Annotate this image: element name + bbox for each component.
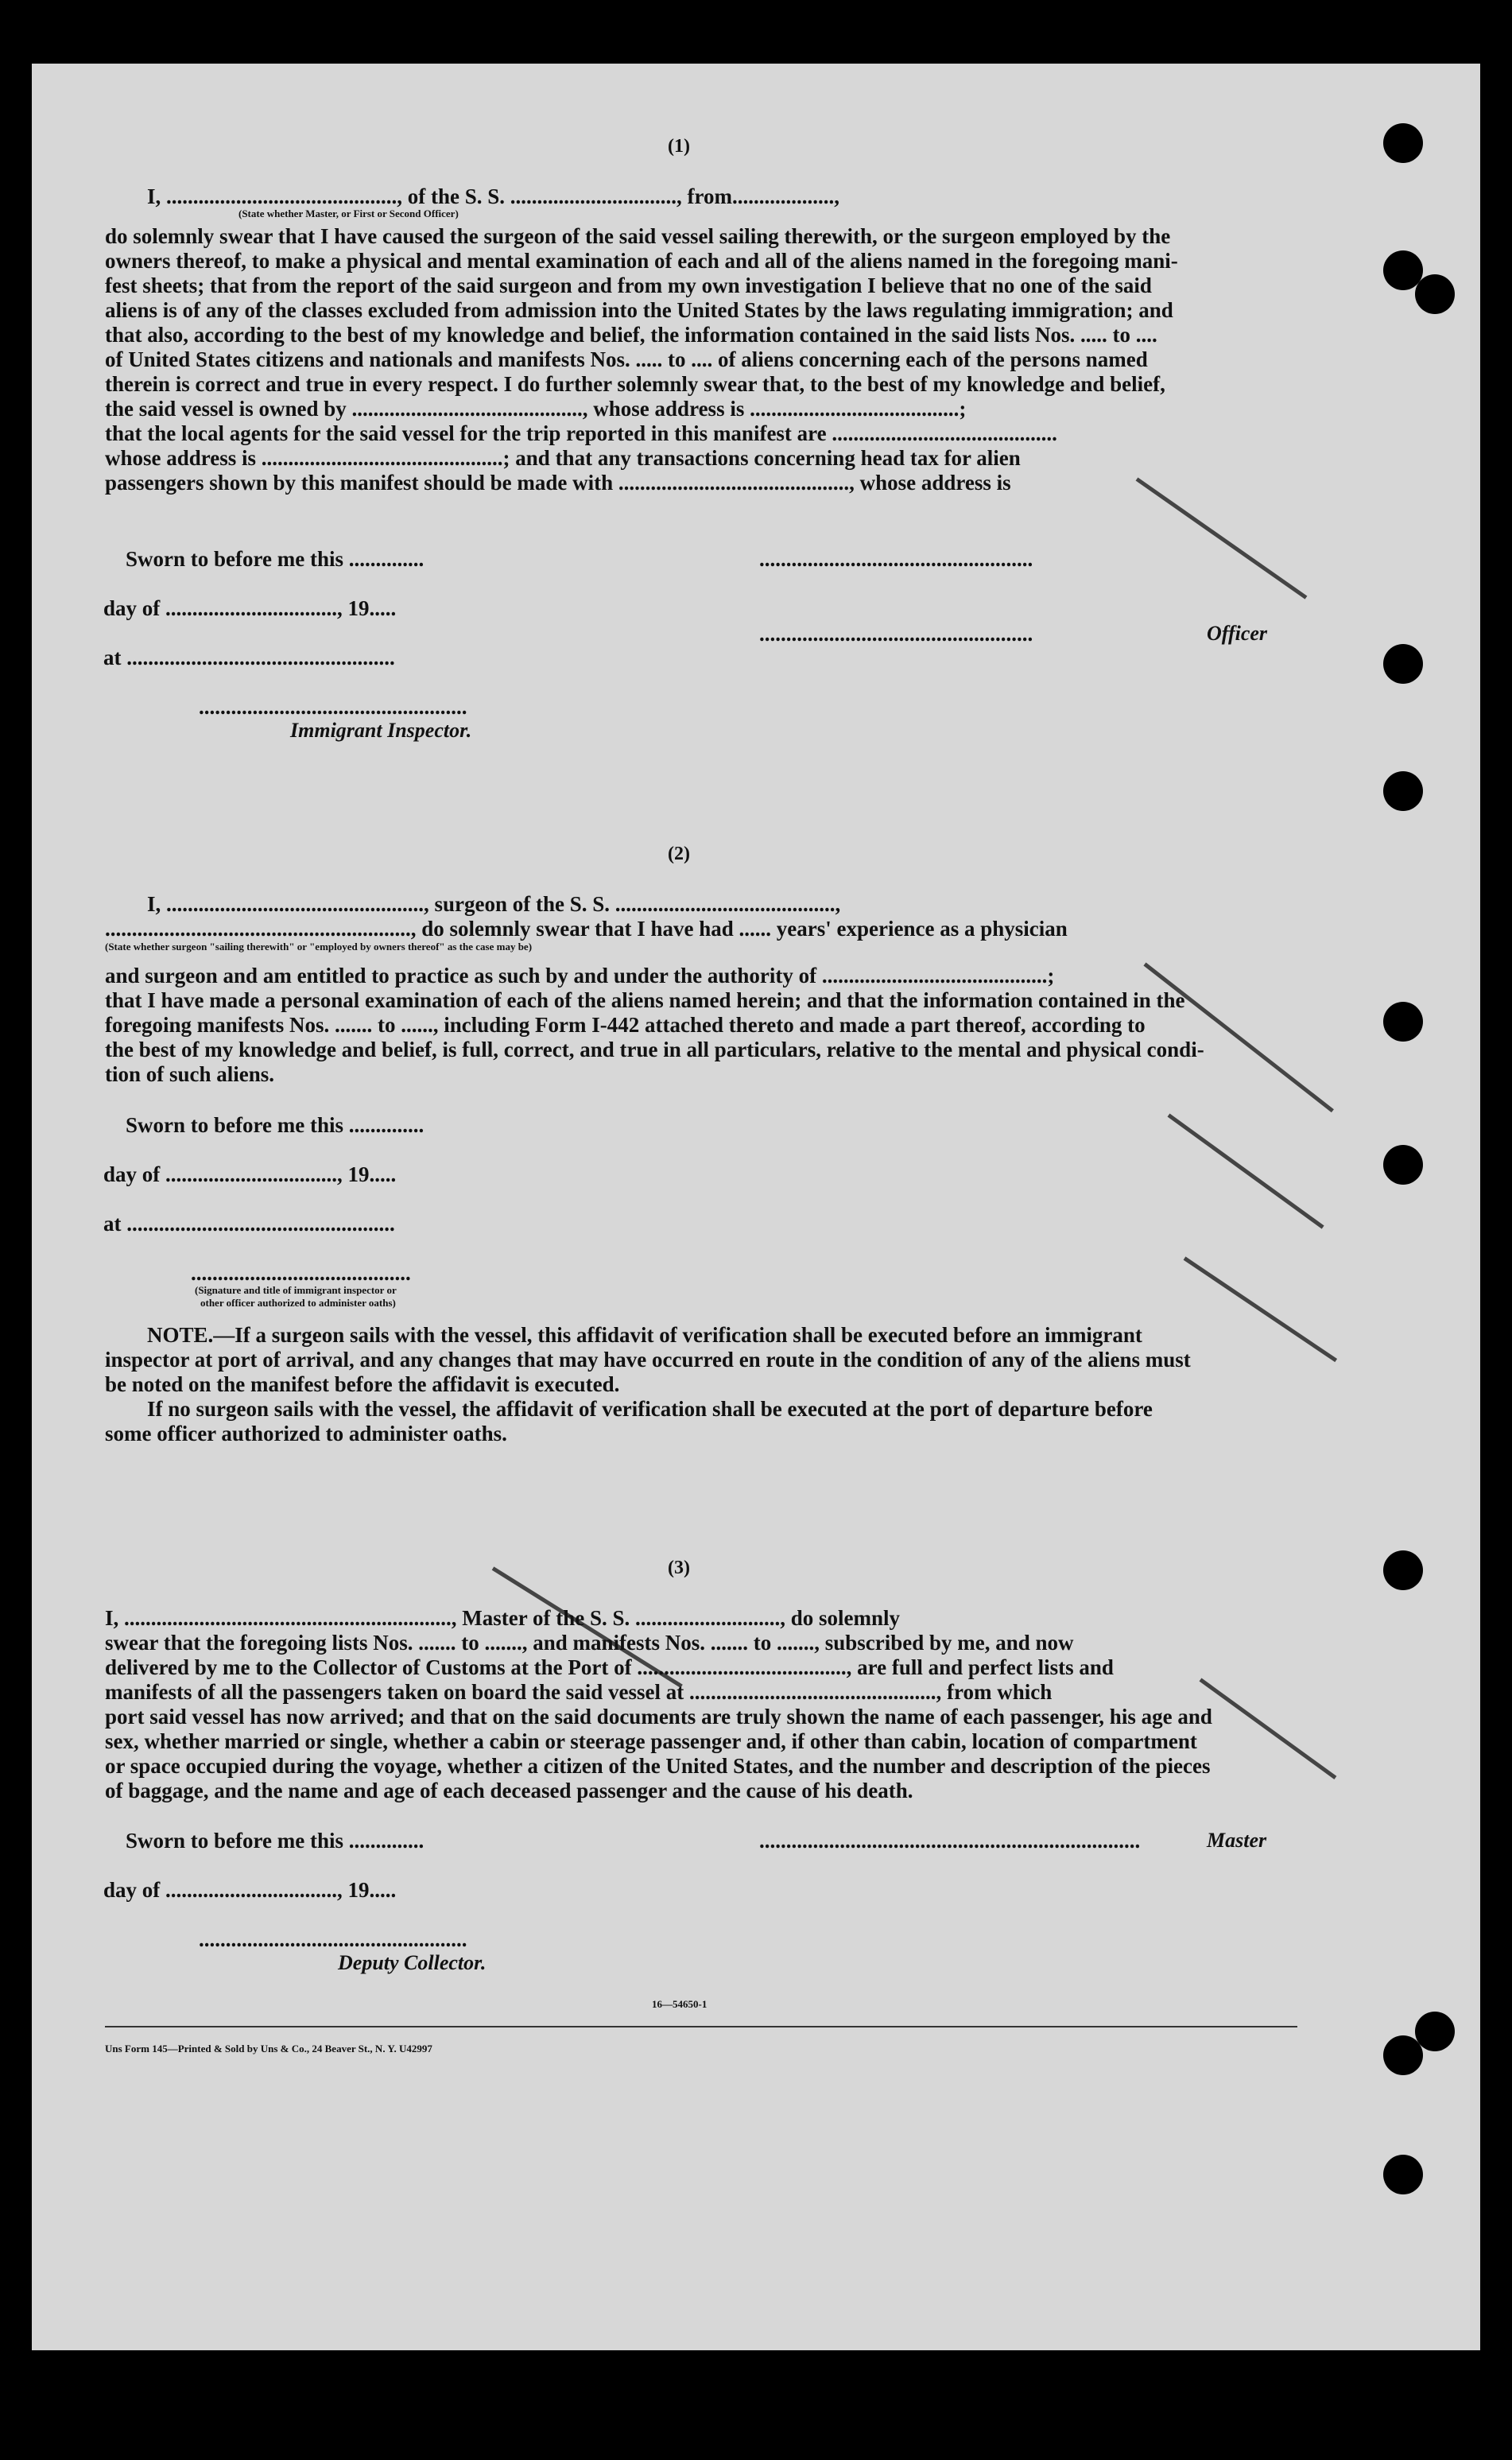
section3-line: manifests of all the passengers taken on board the said vessel at .............................................., from which	[105, 1680, 1053, 1704]
section2-line: ........................................................., do solemnly swear that I have had ...... years' experience as a physician	[105, 917, 1068, 941]
day-line: day of ................................, 19.....	[103, 596, 397, 620]
printer-footer: Uns Form 145—Printed & Sold by Uns & Co., 24 Beaver St., N. Y. U42997	[105, 2043, 432, 2055]
punch-hole	[1383, 123, 1423, 163]
day-line: day of ................................, 19.....	[103, 1162, 397, 1186]
section-heading-2: (2)	[668, 844, 690, 864]
signature-note: other officer authorized to administer oaths)	[200, 1297, 396, 1309]
punch-hole	[1415, 2012, 1455, 2051]
section3-line: swear that the foregoing lists Nos. ....... to ......., and manifests Nos. ....... to ......., subscribed by me, and now	[105, 1631, 1074, 1655]
section1-line: that the local agents for the said vessel for the trip reported in this manifest are ..........................................	[105, 421, 1057, 445]
section1-line: aliens is of any of the classes excluded from admission into the United States by the laws regulating immigration; and	[105, 298, 1173, 322]
punch-hole	[1415, 274, 1455, 314]
section2-line: tion of such aliens.	[105, 1062, 275, 1086]
sworn-line: Sworn to before me this ..............	[126, 547, 425, 571]
sworn-line: Sworn to before me this ..............	[126, 1113, 425, 1137]
section-heading-1: (1)	[668, 136, 690, 157]
punch-hole	[1383, 1145, 1423, 1185]
note-line: inspector at port of arrival, and any changes that may have occurred en route in the condition of any of the aliens must	[105, 1348, 1191, 1372]
section2-line: I, ................................................, surgeon of the S. S. .........................................,	[147, 892, 841, 916]
footer-rule	[105, 2026, 1297, 2027]
section3-line: of baggage, and the name and age of each deceased passenger and the cause of his death.	[105, 1779, 913, 1802]
section3-line: delivered by me to the Collector of Customs at the Port of ......................................., are full and perfect lists and	[105, 1655, 1114, 1679]
section2-line: the best of my knowledge and belief, is full, correct, and true in all particulars, relative to the mental and physical condi-	[105, 1038, 1204, 1061]
section1-line: of United States citizens and nationals and manifests Nos. ..... to .... of aliens concerning each of the persons named	[105, 347, 1148, 371]
officer-dots: ...................................................	[759, 622, 1033, 646]
section1-line: passengers shown by this manifest should be made with ..........................................., whose address is	[105, 471, 1011, 495]
at-line: at ..................................................	[103, 646, 395, 669]
section1-line: that also, according to the best of my knowledge and belief, the information contained in the said lists Nos. ..... to ....	[105, 323, 1157, 347]
collector-signature-dots: ..................................................	[199, 1927, 467, 1951]
section3-line: port said vessel has now arrived; and that on the said documents are truly shown the name of each passenger, his age and	[105, 1705, 1212, 1729]
section1-line: whose address is .............................................; and that any transactions concerning head tax for alien	[105, 446, 1021, 470]
day-line: day of ................................, 19.....	[103, 1878, 397, 1902]
note-line: NOTE.—If a surgeon sails with the vessel, this affidavit of verification shall be executed before an immigrant	[147, 1323, 1142, 1347]
punch-hole	[1383, 1002, 1423, 1042]
surgeon-status-note: (State whether surgeon "sailing therewith" or "employed by owners thereof" as the case may be)	[105, 941, 533, 953]
note-line: some officer authorized to administer oaths.	[105, 1422, 507, 1445]
sworn-line: Sworn to before me this ..............	[126, 1829, 425, 1853]
master-label: Master	[1207, 1829, 1267, 1852]
signature-note: (Signature and title of immigrant inspector or	[195, 1284, 397, 1296]
punch-hole	[1383, 2155, 1423, 2194]
section1-line: owners thereof, to make a physical and mental examination of each and all of the aliens named in the foregoing mani-	[105, 249, 1178, 273]
note-line: If no surgeon sails with the vessel, the affidavit of verification shall be executed at the port of departure before	[147, 1397, 1153, 1421]
section3-line: I, ............................................................., Master of the S. S. ..........................., do solemnly	[105, 1606, 901, 1630]
section3-line: or space occupied during the voyage, whether a citizen of the United States, and the number and description of the pieces	[105, 1754, 1211, 1778]
section2-line: foregoing manifests Nos. ....... to ......, including Form I-442 attached thereto and made a part thereof, according to	[105, 1013, 1146, 1037]
pen-stroke	[1184, 1256, 1337, 1362]
punch-hole	[1383, 771, 1423, 811]
inspector-signature-dots: ..................................................	[199, 695, 467, 719]
officer-dots: ...................................................	[759, 547, 1033, 571]
section3-line: sex, whether married or single, whether a cabin or steerage passenger and, if other than cabin, location of compartment	[105, 1729, 1197, 1753]
section1-line: I, ..........................................., of the S. S. ..............................., from...................,	[147, 184, 840, 208]
master-signature-dots: .......................................................................	[759, 1829, 1141, 1853]
section1-line: fest sheets; that from the report of the said surgeon and from my own investigation I believe that no one of the said	[105, 274, 1152, 297]
section2-line: that I have made a personal examination of each of the aliens named herein; and that the information contained in the	[105, 988, 1185, 1012]
punch-hole	[1383, 1550, 1423, 1590]
pen-stroke	[1168, 1113, 1324, 1228]
pen-stroke	[1200, 1678, 1337, 1779]
section1-line: do solemnly swear that I have caused the surgeon of the said vessel sailing therewith, or the surgeon employed by the	[105, 224, 1171, 248]
officer-label: Officer	[1207, 622, 1268, 645]
punch-hole	[1383, 2035, 1423, 2075]
form-code: 16—54650-1	[652, 1998, 708, 2010]
signature-dots: .........................................	[191, 1261, 411, 1285]
deputy-collector-label: Deputy Collector.	[338, 1951, 487, 1974]
section1-line: the said vessel is owned by ..........................................., whose address is .......................................;	[105, 397, 967, 421]
punch-hole	[1383, 644, 1423, 684]
document-page	[32, 64, 1480, 2350]
at-line: at ..................................................	[103, 1212, 395, 1236]
section1-line: therein is correct and true in every respect. I do further solemnly swear that, to the best of my knowledge and belief,	[105, 372, 1165, 396]
pen-stroke	[1136, 477, 1308, 599]
note-line: be noted on the manifest before the affidavit is executed.	[105, 1372, 620, 1396]
section2-line: and surgeon and am entitled to practice as such by and under the authority of ..........................................;	[105, 964, 1055, 987]
immigrant-inspector-label: Immigrant Inspector.	[290, 719, 472, 742]
section-heading-3: (3)	[668, 1558, 690, 1578]
master-officer-note: (State whether Master, or First or Second Officer)	[238, 208, 459, 219]
